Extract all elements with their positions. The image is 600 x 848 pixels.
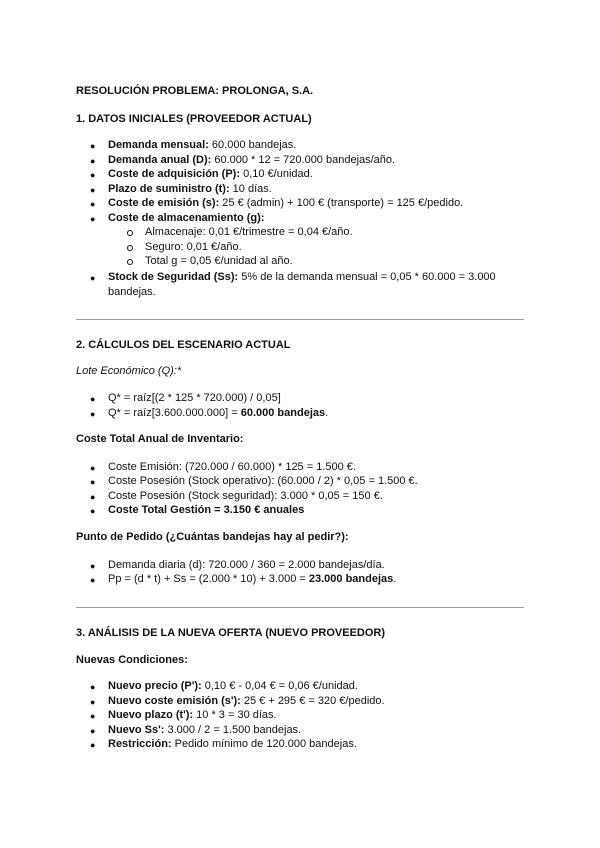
pedido-heading: Punto de Pedido (¿Cuántas bandejas hay al pedir?): (76, 531, 349, 543)
item-label: Nuevo Ss': (108, 724, 165, 736)
item-text: 25 € + 295 € = 320 €/pedido. (240, 695, 385, 707)
item-label: Coste de adquisición (P): (108, 168, 241, 180)
coste-total: Coste Total Gestión = 3.150 € anuales (108, 504, 305, 516)
item-text: Q* = raíz[3.600.000.000] = (108, 407, 241, 419)
item-text: 0,10 € - 0,04 € = 0,06 €/unidad. (201, 680, 358, 692)
sub-item-text: Total g = 0,05 €/unidad al año. (145, 255, 293, 267)
bullet-icon: ● (90, 463, 96, 473)
bullet-icon: ● (90, 697, 96, 707)
item-result: 23.000 bandejas (308, 573, 394, 585)
item-text: 60.000 bandejas. (208, 139, 297, 151)
document-title: RESOLUCIÓN PROBLEMA: PROLONGA, S.A. (76, 85, 314, 97)
circle-bullet-icon (127, 259, 133, 265)
bullet-icon: ● (90, 273, 96, 283)
coste-heading: Coste Total Anual de Inventario: (76, 433, 244, 445)
item-text: Pp = (d * t) + Ss = (2.000 * 10) + 3.000 = (108, 573, 309, 585)
bullet-icon: ● (90, 682, 96, 692)
bullet-icon: ● (90, 561, 96, 571)
bullet-icon: ● (90, 575, 96, 585)
bullet-icon: ● (90, 409, 96, 419)
item-label: Restricción: (108, 738, 172, 750)
item-label: Nuevo precio (P'): (108, 680, 202, 692)
bullet-icon: ● (90, 214, 96, 224)
item-text: Pedido mínimo de 120.000 bandejas. (171, 738, 357, 750)
sub-item-text: Almacenaje: 0,01 €/trimestre = 0,04 €/año. (145, 226, 353, 238)
bullet-icon: ● (90, 477, 96, 487)
bullet-icon: ● (90, 394, 96, 404)
item-text: 10 * 3 = 30 días. (193, 709, 277, 721)
lote-label: Lote Económico (Q):* (76, 365, 182, 377)
bullet-icon: ● (90, 185, 96, 195)
circle-bullet-icon (127, 245, 133, 251)
section-2-heading: 2. CÁLCULOS DEL ESCENARIO ACTUAL (76, 339, 291, 351)
bullet-icon: ● (90, 156, 96, 166)
bullet-icon: ● (90, 199, 96, 209)
item-label: Demanda anual (D): (108, 154, 212, 166)
item-text: Coste Posesión (Stock seguridad): 3.000 * 0,05 = 150 €. (108, 490, 383, 502)
bullet-icon: ● (90, 740, 96, 750)
item-label: Stock de Seguridad (Ss): (108, 271, 239, 283)
item-text: Coste Emisión: (720.000 / 60.000) * 125 = 1.500 €. (108, 461, 356, 473)
item-punct: . (393, 573, 397, 585)
sub-item-text: Seguro: 0,01 €/año. (145, 241, 242, 253)
item-label: Demanda mensual: (108, 139, 209, 151)
bullet-icon: ● (90, 170, 96, 180)
item-label: Plazo de suministro (t): (108, 183, 230, 195)
bullet-icon: ● (90, 726, 96, 736)
section-divider (76, 607, 524, 608)
item-text: Q* = raíz[(2 * 125 * 720.000) / 0,05] (108, 392, 281, 404)
section-3-heading: 3. ANÁLISIS DE LA NUEVA OFERTA (NUEVO PROVEEDOR) (76, 627, 386, 639)
item-text: 3.000 / 2 = 1.500 bandejas. (164, 724, 302, 736)
bullet-icon: ● (90, 141, 96, 151)
item-text: 5% de la demanda mensual = 0,05 * 60.000 = 3.000 (238, 271, 496, 283)
nuevas-condiciones-heading: Nuevas Condiciones: (76, 654, 188, 666)
bullet-icon: ● (90, 711, 96, 721)
item-text-continued: bandejas. (108, 286, 156, 298)
item-text: 10 días. (229, 183, 272, 195)
section-1-heading: 1. DATOS INICIALES (PROVEEDOR ACTUAL) (76, 113, 312, 125)
item-text: 60.000 * 12 = 720.000 bandejas/año. (211, 154, 396, 166)
item-label: Coste de emisión (s): (108, 197, 220, 209)
item-text: Demanda diaria (d): 720.000 / 360 = 2.000 bandejas/día. (108, 559, 385, 571)
item-text: 25 € (admin) + 100 € (transporte) = 125 €/pedido. (219, 197, 464, 209)
item-label: Nuevo plazo (t'): (108, 709, 194, 721)
item-label: Coste de almacenamiento (g): (108, 212, 265, 224)
section-divider (76, 319, 524, 320)
bullet-icon: ● (90, 492, 96, 502)
circle-bullet-icon (127, 230, 133, 236)
item-text: 0,10 €/unidad. (240, 168, 313, 180)
bullet-icon: ● (90, 506, 96, 516)
item-punct: . (325, 407, 329, 419)
item-text: Coste Posesión (Stock operativo): (60.000 / 2) * 0,05 = 1.500 €. (108, 475, 418, 487)
item-result: 60.000 bandejas (240, 407, 326, 419)
item-label: Nuevo coste emisión (s'): (108, 695, 241, 707)
